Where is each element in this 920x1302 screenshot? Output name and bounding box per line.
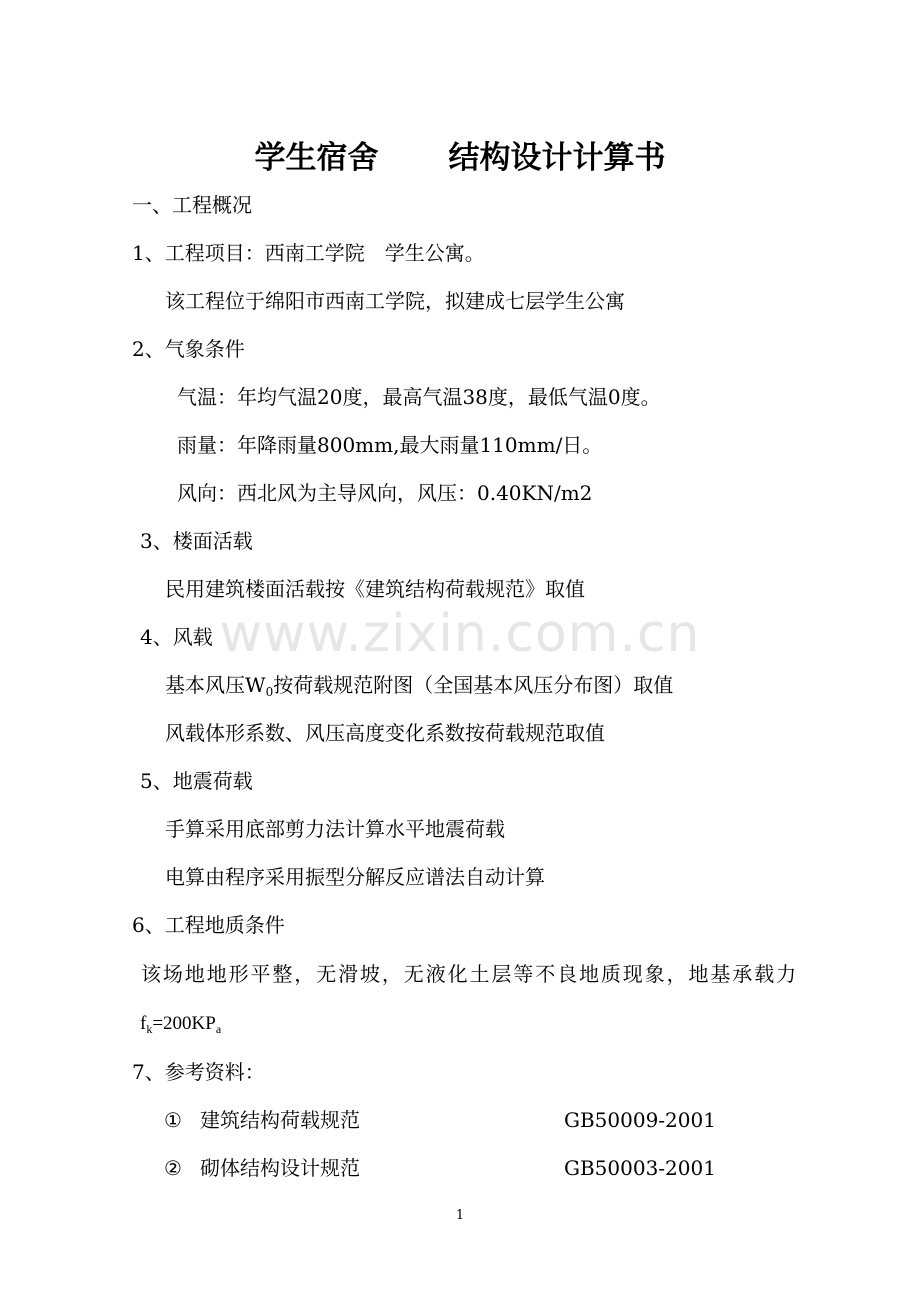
references-heading: 7、参考资料：	[132, 1060, 265, 1084]
weather-rain: 雨量：年降雨量800mm,最大雨量110mm/日。	[177, 433, 603, 457]
fk-value: =200KP	[152, 1013, 216, 1034]
reference-number: ①	[164, 1108, 182, 1132]
wind-load-subscript: 0	[265, 685, 274, 699]
title-part2: 结构设计计算书	[448, 140, 666, 176]
title-part1: 学生宿舍	[254, 140, 379, 176]
reference-number: ②	[164, 1156, 182, 1180]
wind-load-line1-pre: 基本风压W	[165, 673, 266, 697]
page-title	[0, 136, 920, 180]
geology-heading: 6、工程地质条件	[132, 913, 285, 937]
bearing-capacity	[140, 1012, 221, 1036]
weather-heading: 2、气象条件	[132, 337, 245, 361]
wind-load-line2: 风载体形系数、风压高度变化系数按荷载规范取值	[165, 721, 605, 745]
seismic-heading: 5、地震荷载	[140, 769, 253, 793]
reference-code: GB50003-2001	[564, 1156, 716, 1180]
reference-name: 砌体结构设计规范	[200, 1156, 360, 1180]
project-heading: 1、工程项目：西南工学院 学生公寓。	[132, 241, 485, 265]
watermark: www.zixin.com.cn	[219, 604, 701, 664]
weather-wind: 风向：西北风为主导风向，风压：0.40KN/m2	[177, 481, 593, 505]
reference-code: GB50009-2001	[564, 1108, 716, 1132]
weather-temp: 气温：年均气温20度，最高气温38度，最低气温0度。	[177, 385, 661, 409]
fk-subscript: k	[146, 1022, 153, 1036]
floor-load-heading: 3、楼面活载	[140, 529, 253, 553]
wind-load-line1	[165, 673, 673, 697]
reference-name: 建筑结构荷载规范	[200, 1108, 360, 1132]
seismic-line2: 电算由程序采用振型分解反应谱法自动计算	[165, 865, 545, 889]
section-heading: 一、工程概况	[132, 193, 252, 217]
reference-item	[164, 1156, 360, 1180]
project-desc: 该工程位于绵阳市西南工学院，拟建成七层学生公寓	[165, 289, 625, 313]
fk-unit-subscript: a	[215, 1022, 222, 1036]
fk-pre: f	[140, 1013, 147, 1034]
geology-line1: 该场地地形平整，无滑坡，无液化土层等不良地质现象，地基承载力	[141, 962, 798, 986]
floor-load-desc: 民用建筑楼面活载按《建筑结构荷载规范》取值	[165, 577, 585, 601]
wind-load-heading: 4、风载	[140, 625, 213, 649]
seismic-line1: 手算采用底部剪力法计算水平地震荷载	[165, 817, 505, 841]
wind-load-line1-post: 按荷载规范附图（全国基本风压分布图）取值	[273, 673, 674, 697]
page-number: 1	[455, 1208, 465, 1223]
reference-item	[164, 1108, 360, 1132]
